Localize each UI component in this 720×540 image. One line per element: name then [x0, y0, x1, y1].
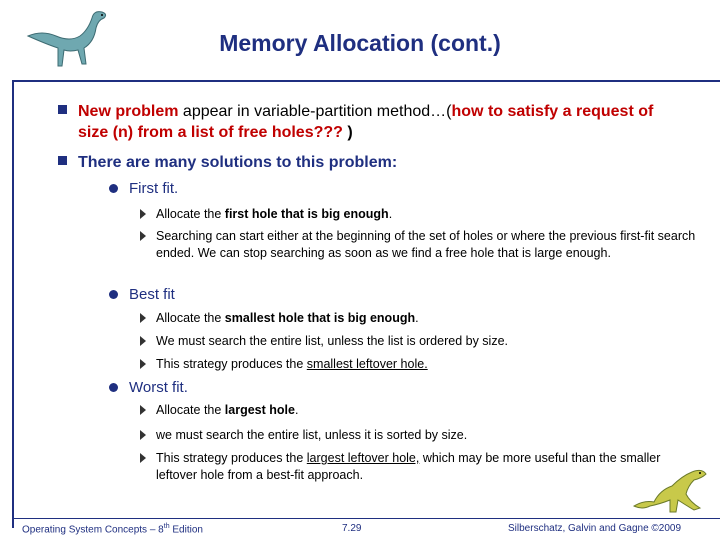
round-bullet-icon — [109, 184, 118, 193]
slide-title: Memory Allocation (cont.) — [219, 30, 501, 56]
best-fit-item-1: Allocate the smallest hole that is big enough. — [156, 310, 708, 327]
footer-page-number: 7.29 — [342, 523, 362, 534]
arrow-bullet-icon — [140, 336, 146, 346]
arrow-bullet-icon — [140, 453, 146, 463]
arrow-bullet-icon — [140, 209, 146, 219]
dinosaur-footer-logo — [630, 456, 710, 516]
worst-fit-item-2: we must search the entire list, unless it is sorted by size. — [156, 427, 708, 444]
worst-fit-item-3: This strategy produces the largest leftover hole, which may be more useful than the smaller leftover hole from a best-fit approach. — [156, 450, 686, 484]
first-fit-item-1: Allocate the first hole that is big enough. — [156, 206, 708, 223]
square-bullet-icon — [58, 156, 67, 165]
arrow-bullet-icon — [140, 405, 146, 415]
worst-fit-heading: Worst fit. — [129, 379, 188, 396]
arrow-bullet-icon — [140, 231, 146, 241]
round-bullet-icon — [109, 290, 118, 299]
footer-course: Operating System Concepts – 8th Edition — [22, 523, 203, 536]
bullet-new-problem: New problem appear in variable-partition method…(how to satisfy a request of size (n) from a list of free holes??? ) — [78, 101, 678, 143]
arrow-bullet-icon — [140, 430, 146, 440]
first-fit-heading: First fit. — [129, 180, 178, 197]
best-fit-heading: Best fit — [129, 286, 175, 303]
arrow-bullet-icon — [140, 359, 146, 369]
bottom-rule — [12, 518, 720, 519]
left-rule — [12, 82, 14, 528]
first-fit-item-2: Searching can start either at the beginning of the set of holes or where the previous first-fit search ended. We can stop searching as soon as we find a free hole that is large enough. — [156, 228, 708, 262]
round-bullet-icon — [109, 383, 118, 392]
top-rule — [12, 80, 720, 82]
square-bullet-icon — [58, 105, 67, 114]
best-fit-item-3: This strategy produces the smallest leftover hole. — [156, 356, 708, 373]
bullet-many-solutions: There are many solutions to this problem: — [78, 152, 397, 173]
worst-fit-item-1: Allocate the largest hole. — [156, 402, 708, 419]
footer-authors: Silberschatz, Galvin and Gagne ©2009 — [508, 523, 682, 534]
arrow-bullet-icon — [140, 313, 146, 323]
best-fit-item-2: We must search the entire list, unless the list is ordered by size. — [156, 333, 708, 350]
